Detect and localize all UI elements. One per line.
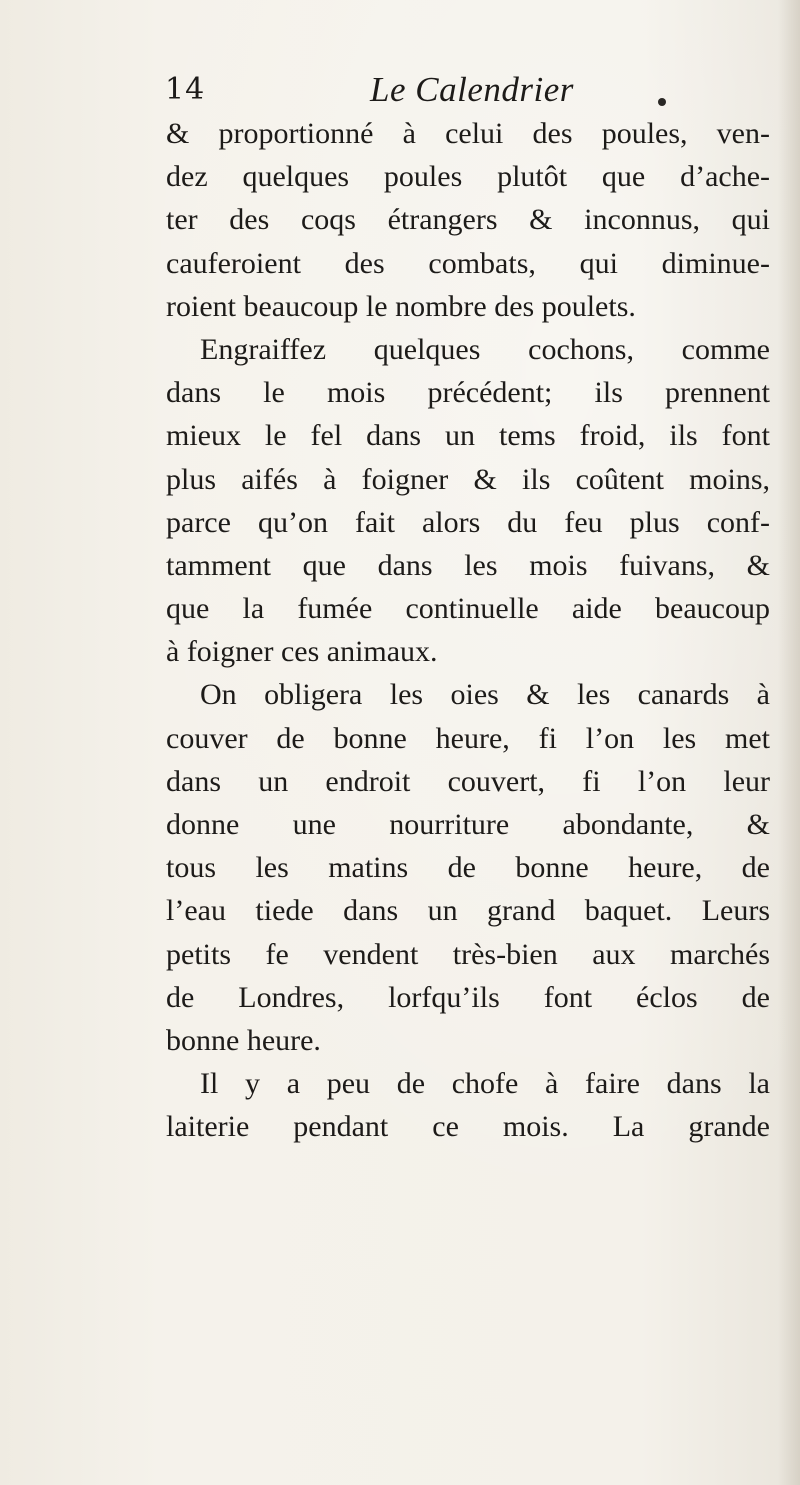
paragraph-start-line: On obligera les oies & les canards à [200, 678, 770, 712]
text-line: bonne heure. [166, 1023, 321, 1057]
text-line: donne une nourriture abondante, & [166, 808, 770, 841]
text-line: tous les matins de bonne heure, de [166, 851, 770, 885]
text-line: tamment que dans les mois fuivans, & [166, 548, 770, 582]
text-line: ter des coqs étrangers & inconnus, qui [166, 203, 770, 237]
paragraph-start-line: Engraiffez quelques cochons, comme [200, 332, 770, 366]
text-line: que la fumée continuelle aide beaucoup [166, 592, 770, 626]
page-header [165, 70, 785, 110]
page-edge-shadow [778, 0, 800, 1485]
paragraph-start-line: Il y a peu de chofe à faire dans la [200, 1067, 770, 1101]
text-line: dans un endroit couvert, fi l’on leur [166, 764, 770, 798]
text-line: laiterie pendant ce mois. La grande [166, 1110, 770, 1144]
text-line: l’eau tiede dans un grand baquet. Leurs [166, 894, 770, 928]
text-line: & proportionné à celui des poules, ven- [166, 117, 770, 150]
text-line: plus aifés à foigner & ils coûtent moins, [166, 462, 770, 496]
page-number: 14 [165, 72, 206, 107]
text-line: roient beaucoup le nombre des poulets. [166, 289, 636, 323]
text-line: mieux le fel dans un tems froid, ils font [166, 419, 770, 453]
running-title: Le Calendrier [370, 70, 574, 109]
ink-dot-ornament [658, 98, 666, 106]
text-line: dez quelques poules plutôt que d’ache- [166, 160, 770, 194]
text-line: petits fe vendent très-bien aux marchés [166, 937, 770, 971]
text-line: à foigner ces animaux. [166, 635, 438, 669]
text-line: couver de bonne heure, fi l’on les met [166, 721, 770, 755]
text-line: dans le mois précédent; ils prennent [166, 376, 770, 410]
text-line: parce qu’on fait alors du feu plus conf- [166, 505, 770, 539]
text-line: cauferoient des combats, qui diminue- [166, 246, 770, 280]
body-text [166, 112, 770, 1149]
text-line: de Londres, lorfqu’ils font éclos de [166, 980, 770, 1014]
